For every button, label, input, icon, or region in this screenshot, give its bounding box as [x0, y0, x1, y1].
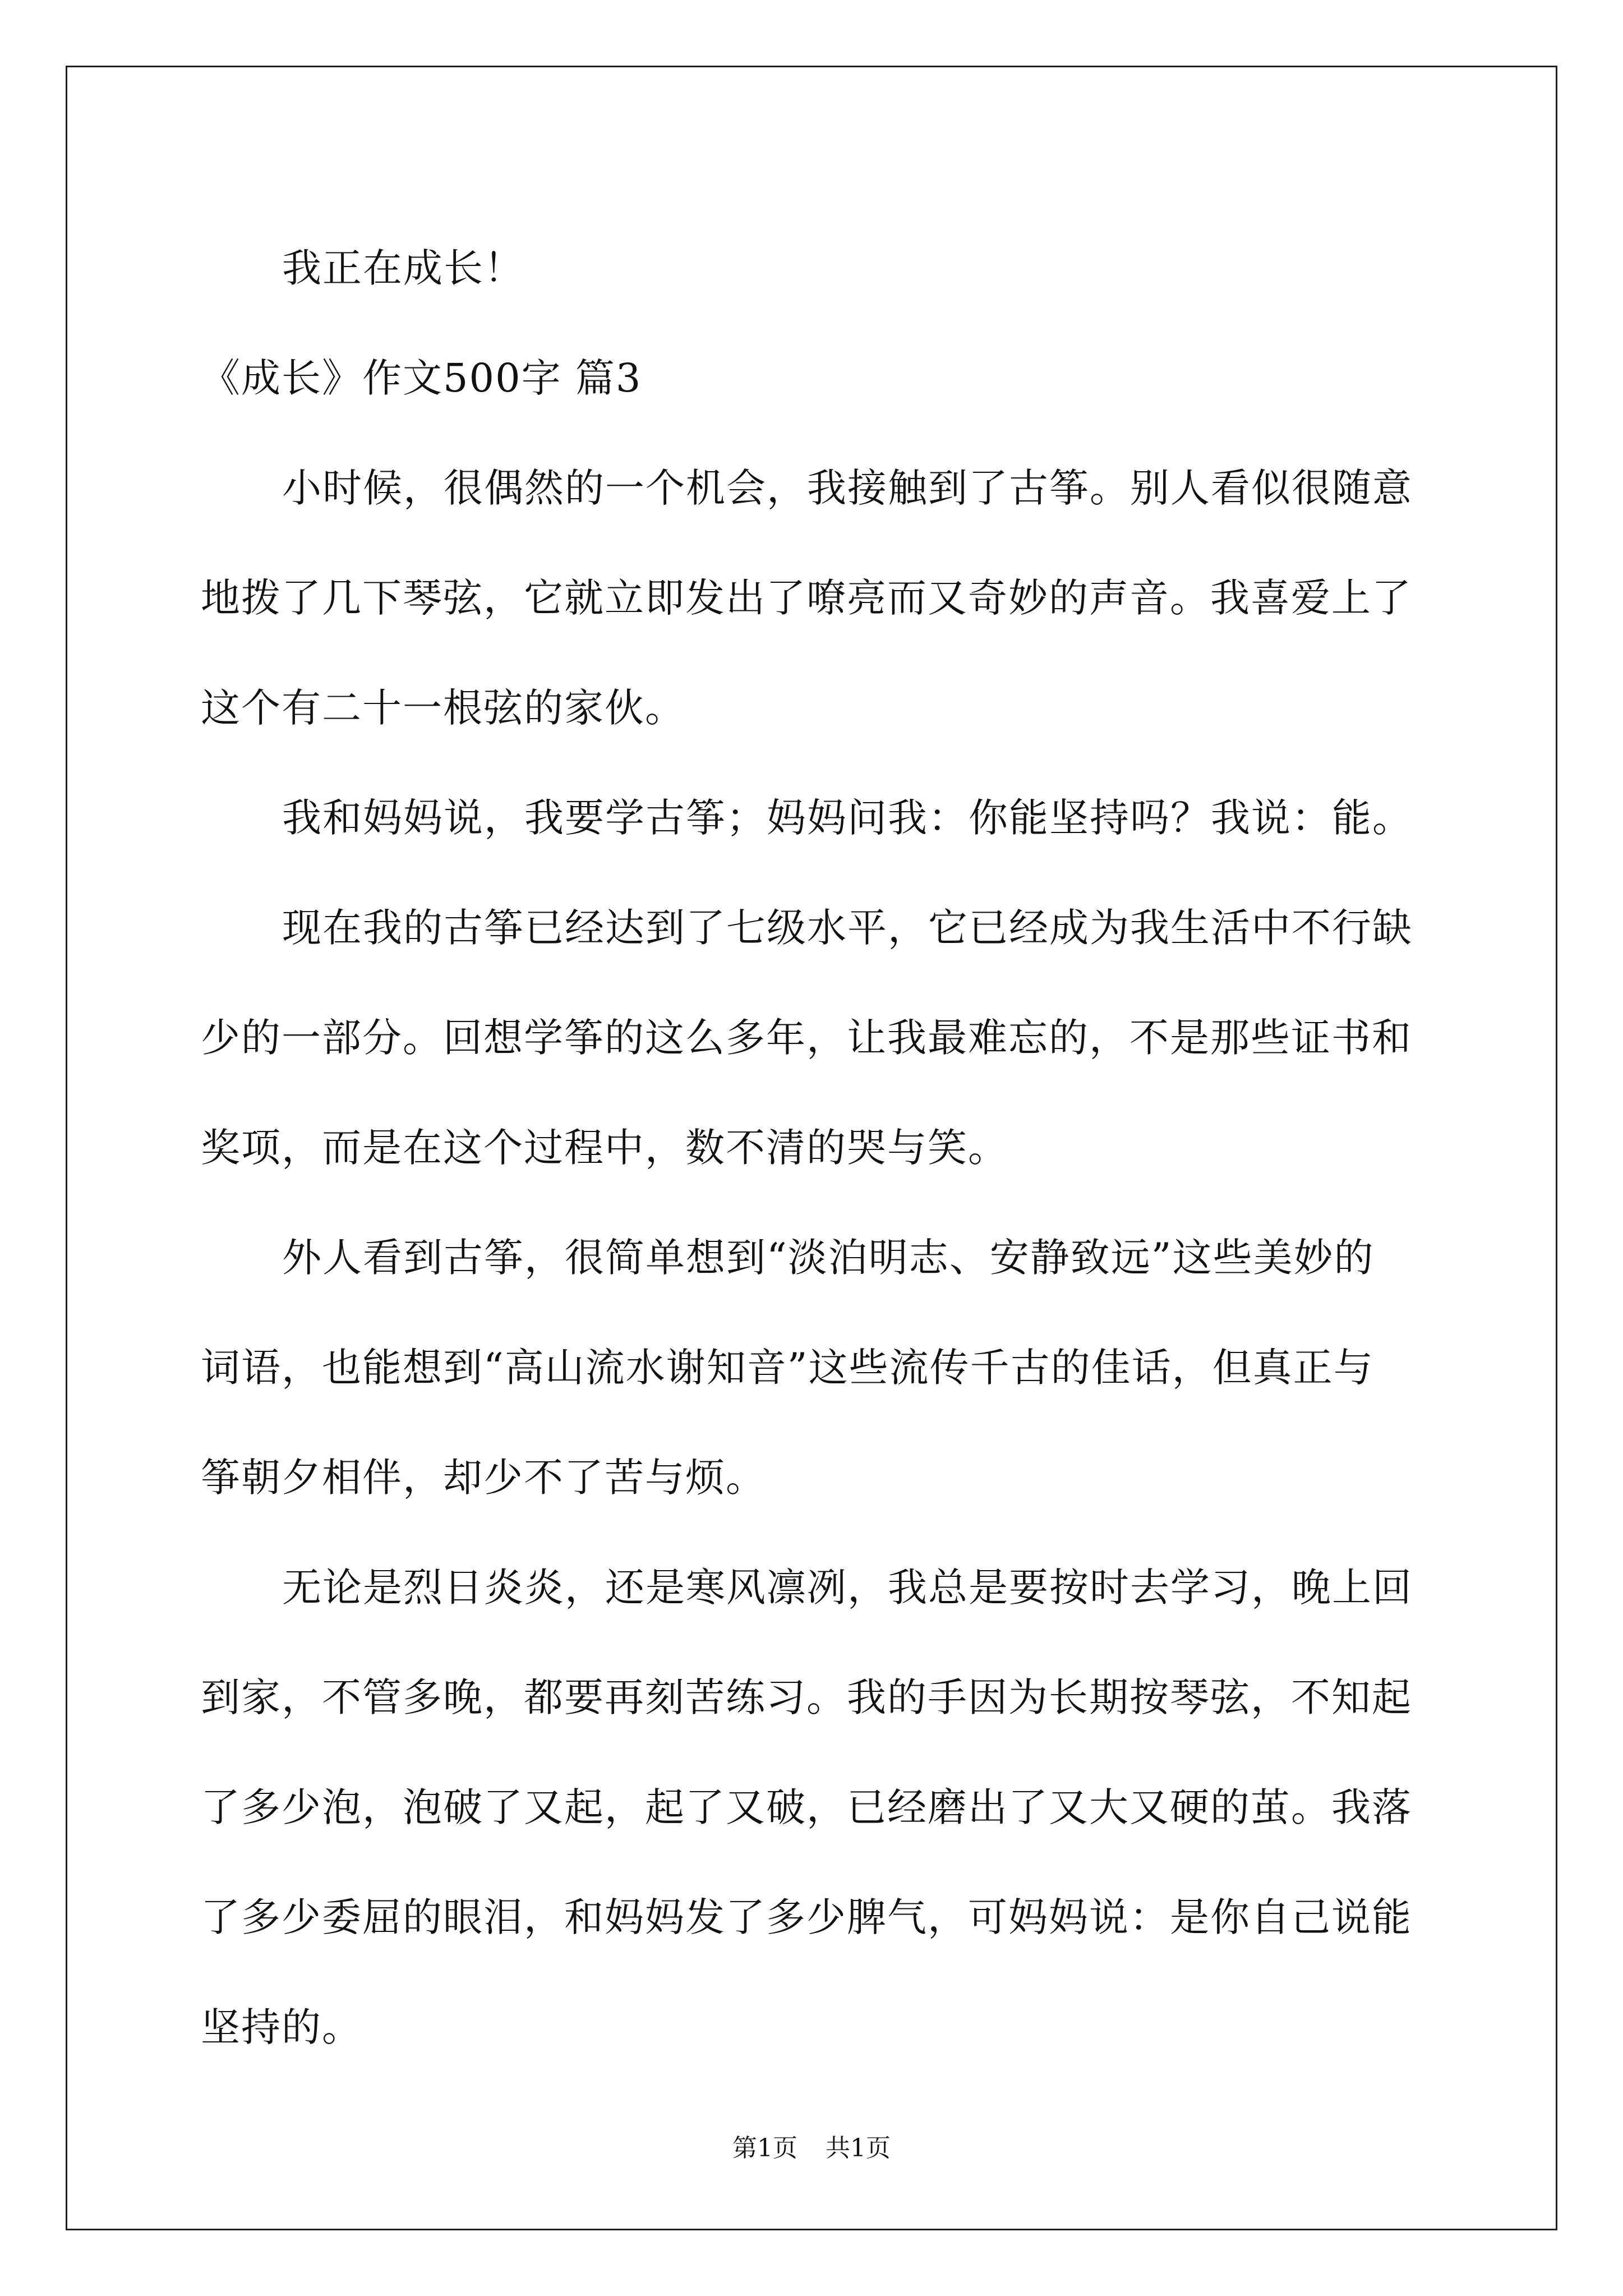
text-line: 地拨了几下琴弦，它就立即发出了嘹亮而又奇妙的声音。我喜爱上了 — [201, 575, 1412, 621]
page-number: 第1页 — [732, 2134, 797, 2162]
text-line: 坚持的。 — [201, 2004, 362, 2050]
text-line: 现在我的古筝已经达到了七级水平，它已经成为我生活中不行缺 — [282, 905, 1413, 951]
text-line: 无论是烈日炎炎，还是寒风凛冽，我总是要按时去学习，晚上回 — [282, 1565, 1413, 1611]
text-line: 奖项，而是在这个过程中，数不清的哭与笑。 — [201, 1125, 1008, 1171]
page-footer — [0, 2132, 1623, 2165]
text-line: 我正在成长！ — [282, 245, 524, 291]
text-line: 少的一部分。回想学筝的这么多年，让我最难忘的，不是那些证书和 — [201, 1015, 1412, 1061]
page-total: 共1页 — [826, 2134, 891, 2162]
text-line: 词语，也能想到“高山流水谢知音”这些流传千古的佳话，但真正与 — [201, 1345, 1374, 1391]
text-line: 到家，不管多晚，都要再刻苦练习。我的手因为长期按琴弦，不知起 — [201, 1674, 1412, 1720]
text-line: 了多少委屈的眼泪，和妈妈发了多少脾气，可妈妈说：是你自己说能 — [201, 1894, 1412, 1940]
text-line: 这个有二十一根弦的家伙。 — [201, 685, 685, 731]
section-heading: 《成长》作文500字 篇3 — [201, 355, 642, 401]
text-line: 小时候，很偶然的一个机会，我接触到了古筝。别人看似很随意 — [282, 465, 1413, 511]
text-line: 外人看到古筝，很简单想到“淡泊明志、安静致远”这些美妙的 — [282, 1235, 1375, 1281]
text-line: 我和妈妈说，我要学古筝；妈妈问我：你能坚持吗？我说：能。 — [282, 795, 1413, 841]
text-line: 了多少泡，泡破了又起，起了又破，已经磨出了又大又硬的茧。我落 — [201, 1784, 1412, 1830]
document-body — [201, 213, 1429, 2082]
text-line: 筝朝夕相伴，却少不了苦与烦。 — [201, 1455, 766, 1501]
